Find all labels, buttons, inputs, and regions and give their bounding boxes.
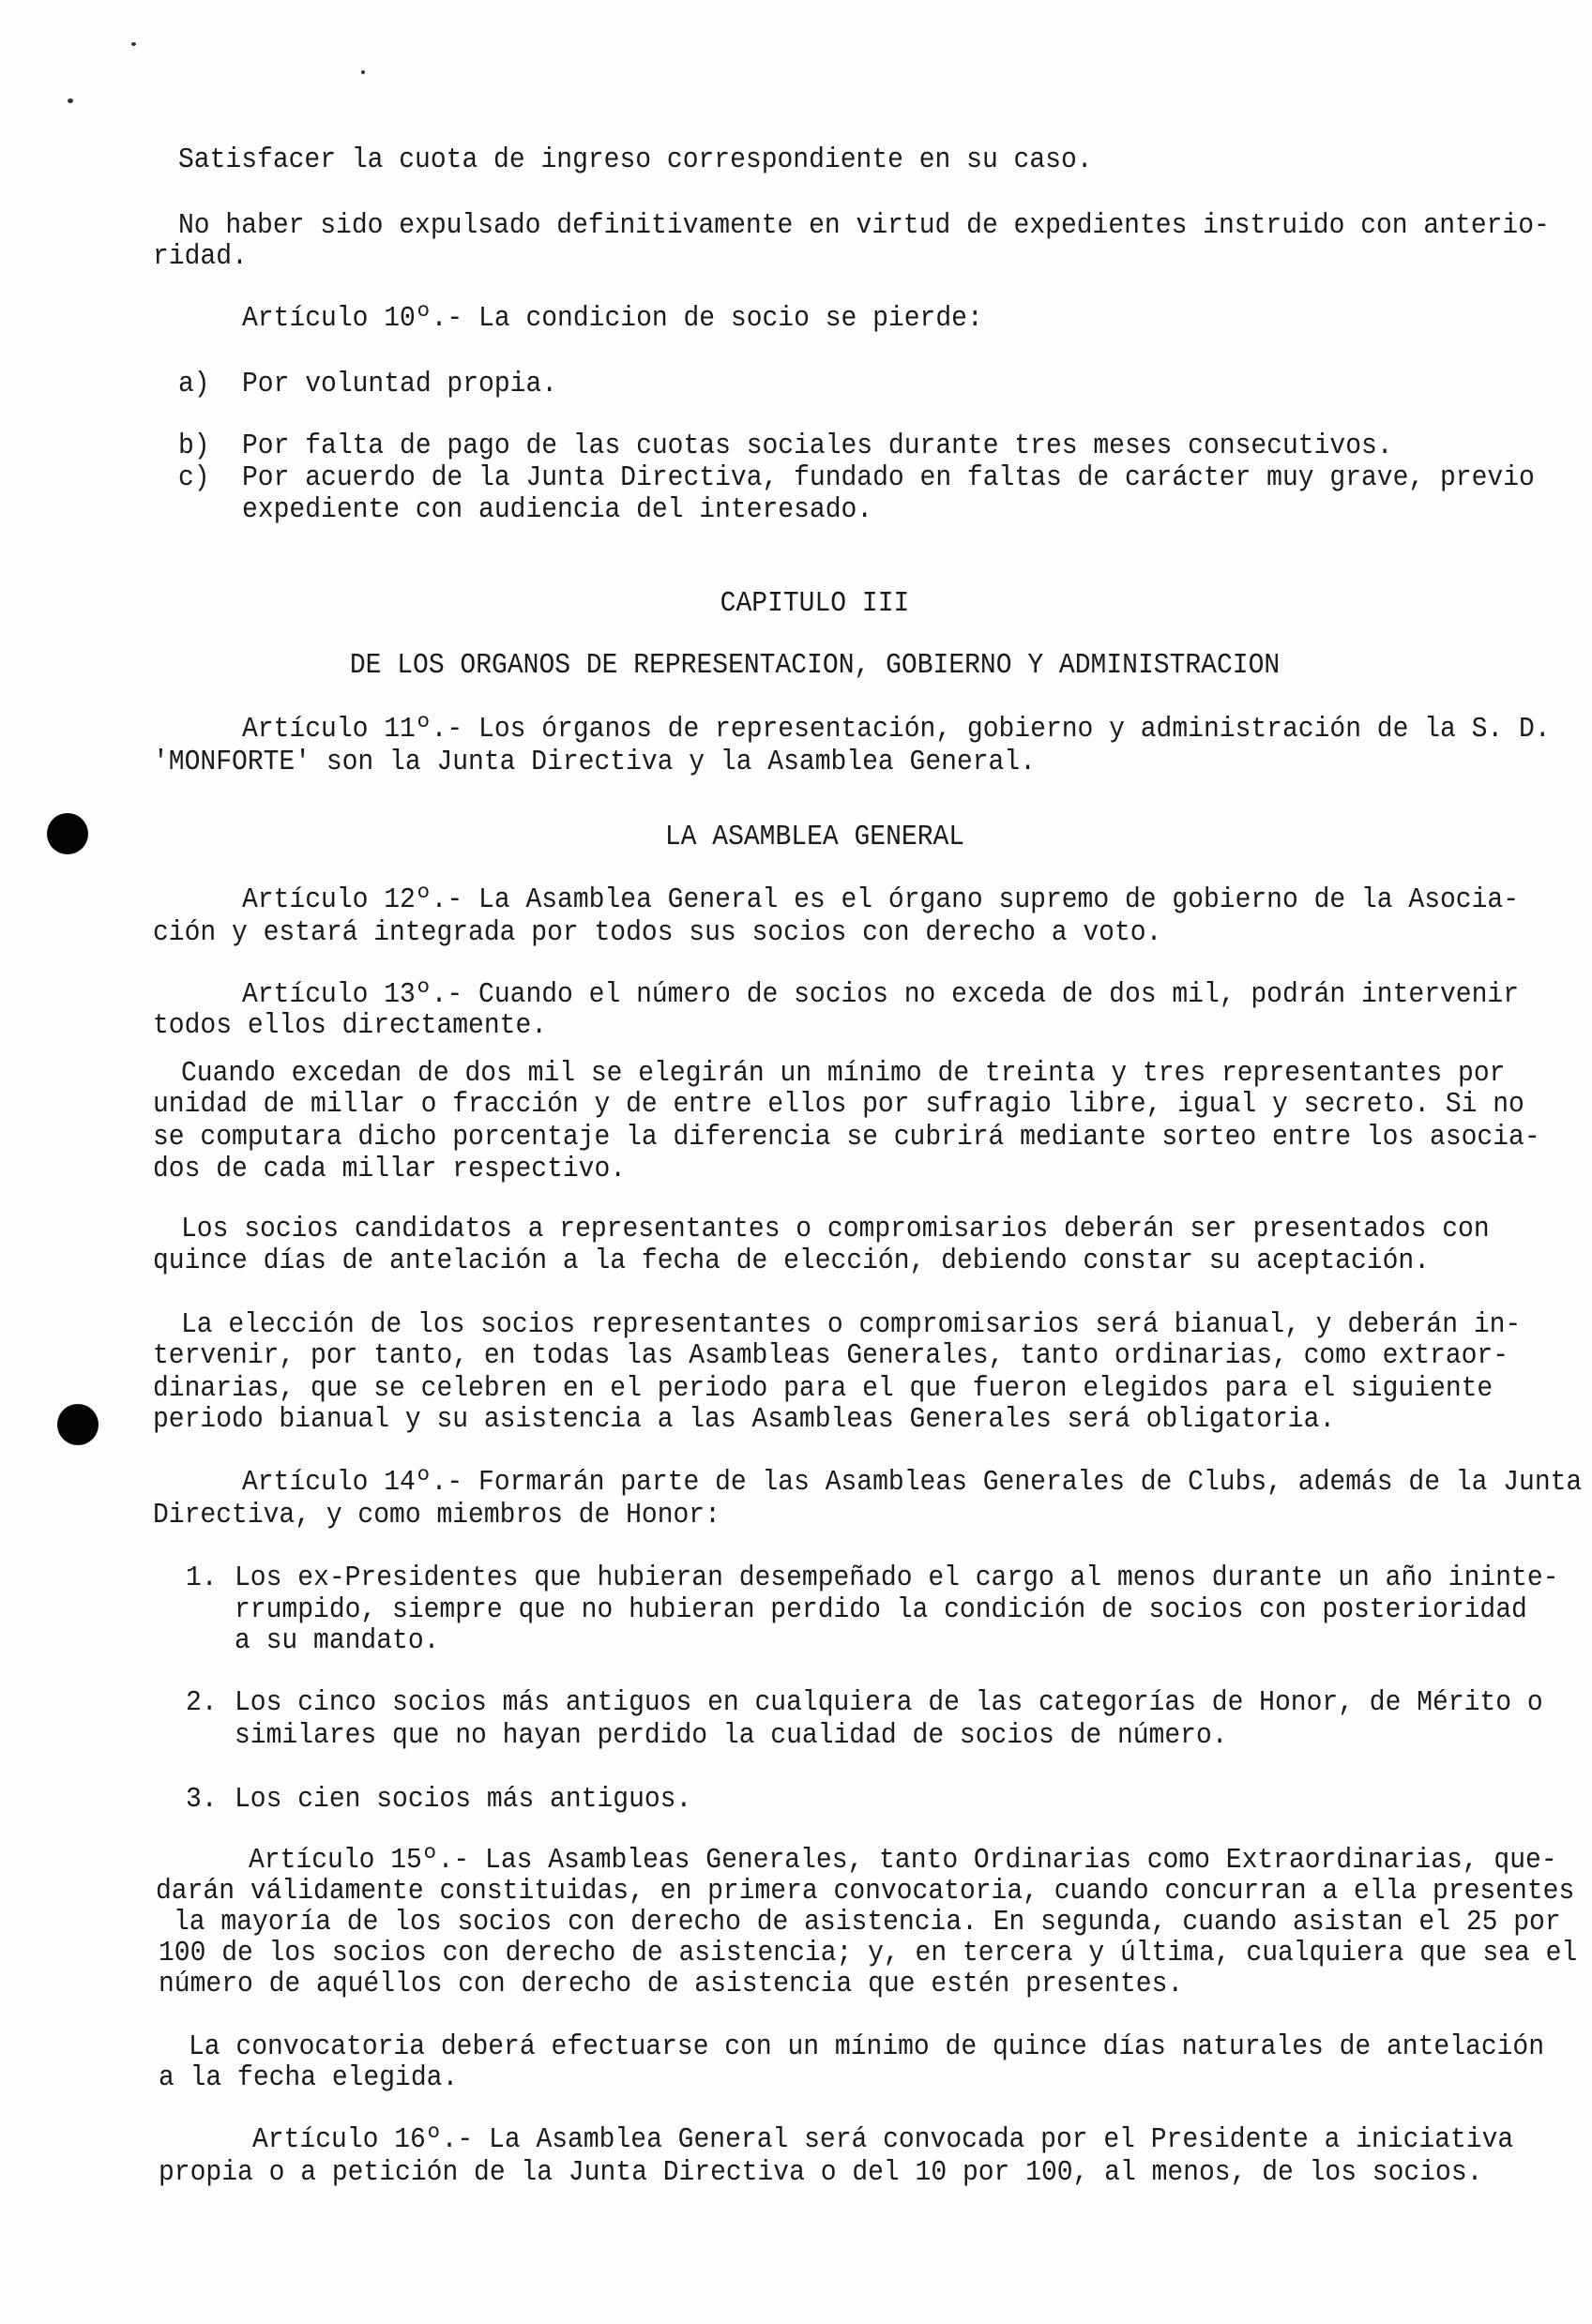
paragraph-line: Satisfacer la cuota de ingreso correspondiente en su caso. bbox=[178, 144, 1093, 176]
list-item-line: Los cien socios más antiguos. bbox=[235, 1784, 692, 1816]
list-marker: a) bbox=[178, 369, 210, 400]
punch-hole bbox=[57, 1404, 99, 1445]
article-line: Artículo 12º.- La Asamblea General es el órgano supremo de gobierno de la Asocia- bbox=[242, 884, 1520, 916]
list-marker: 2. bbox=[186, 1687, 218, 1719]
article-line: Artículo 15º.- Las Asambleas Generales, tanto Ordinarias como Extraordinarias, que- bbox=[249, 1845, 1557, 1877]
article-line: 'MONFORTE' son la Junta Directiva y la Asamblea General. bbox=[153, 747, 1036, 778]
list-item-line: a su mandato. bbox=[235, 1625, 440, 1657]
speck bbox=[68, 98, 73, 103]
list-marker: 3. bbox=[186, 1784, 218, 1816]
paragraph-line: quince días de antelación a la fecha de elección, debiendo constar su aceptación. bbox=[153, 1245, 1431, 1277]
paragraph-line: dos de cada millar respectivo. bbox=[153, 1154, 627, 1185]
paragraph-line: ridad. bbox=[153, 241, 248, 273]
paragraph-line: unidad de millar o fracción y de entre ellos por sufragio libre, igual y secreto. Si no bbox=[153, 1089, 1524, 1121]
chapter-title: CAPITULO III bbox=[720, 588, 910, 620]
list-item-line: similares que no hayan perdido la cualidad de socios de número. bbox=[235, 1720, 1228, 1752]
list-marker: 1. bbox=[186, 1562, 218, 1594]
list-marker: b) bbox=[178, 430, 210, 462]
list-item-line: Por acuerdo de la Junta Directiva, fundado en faltas de carácter muy grave, previo bbox=[242, 462, 1535, 494]
article-line: Directiva, y como miembros de Honor: bbox=[153, 1500, 720, 1532]
list-item-line: rrumpido, siempre que no hubieran perdido la condición de socios con posterioridad bbox=[235, 1594, 1527, 1626]
list-item-line: Los cinco socios más antiguos en cualquiera de las categorías de Honor, de Mérito o bbox=[235, 1687, 1543, 1719]
list-item-line: expediente con audiencia del interesado. bbox=[242, 494, 873, 526]
article-line: Artículo 16º.- La Asamblea General será convocada por el Presidente a iniciativa bbox=[252, 2124, 1514, 2156]
paragraph-line: dinarias, que se celebren en el periodo para el que fueron elegidos para el siguiente bbox=[153, 1373, 1493, 1405]
chapter-subtitle: DE LOS ORGANOS DE REPRESENTACION, GOBIERNO Y ADMINISTRACION bbox=[349, 650, 1281, 682]
paragraph-line: La convocatoria deberá efectuarse con un mínimo de quince días naturales de antelación bbox=[189, 2031, 1545, 2063]
paragraph-line: tervenir, por tanto, en todas las Asambleas Generales, tanto ordinarias, como extraor- bbox=[153, 1340, 1509, 1372]
article-line: número de aquéllos con derecho de asistencia que estén presentes. bbox=[159, 1969, 1184, 2000]
article-line: Artículo 14º.- Formarán parte de las Asambleas Generales de Clubs, además de la Junta bbox=[242, 1467, 1583, 1499]
paragraph-line: La elección de los socios representantes o compromisarios será bianual, y deberán in- bbox=[181, 1309, 1522, 1341]
article-line: propia o a petición de la Junta Directiva o del 10 por 100, al menos, de los socios. bbox=[159, 2157, 1483, 2189]
article-line: darán válidamente constituidas, en primera convocatoria, cuando concurran a ella presentes bbox=[156, 1876, 1575, 1908]
article-line: Artículo 11º.- Los órganos de representación, gobierno y administración de la S. D. bbox=[242, 714, 1551, 746]
list-item-line: Los ex-Presidentes que hubieran desempeñado el cargo al menos durante un año ininte- bbox=[235, 1562, 1559, 1594]
paragraph-line: se computara dicho porcentaje la diferencia se cubrirá mediante sorteo entre los asocia- bbox=[153, 1122, 1540, 1154]
speck bbox=[361, 70, 365, 74]
paragraph-line: a la fecha elegida. bbox=[159, 2062, 459, 2094]
speck bbox=[131, 42, 136, 46]
paragraph-line: Cuando excedan de dos mil se elegirán un mínimo de treinta y tres representantes por bbox=[181, 1058, 1506, 1090]
article-line: todos ellos directamente. bbox=[153, 1010, 548, 1042]
list-item-line: Por falta de pago de las cuotas sociales durante tres meses consecutivos. bbox=[242, 430, 1393, 462]
article-line: la mayoría de los socios con derecho de asistencia. En segunda, cuando asistan el 25 por bbox=[174, 1907, 1561, 1939]
article-line: Artículo 13º.- Cuando el número de socios no exceda de dos mil, podrán intervenir bbox=[242, 979, 1520, 1011]
section-title: LA ASAMBLEA GENERAL bbox=[664, 822, 965, 853]
article-line: ción y estará integrada por todos sus socios con derecho a voto. bbox=[153, 917, 1162, 949]
list-item-line: Por voluntad propia. bbox=[242, 369, 558, 400]
article-heading-line: Artículo 10º.- La condicion de socio se pierde: bbox=[242, 303, 983, 335]
paragraph-line: periodo bianual y su asistencia a las Asambleas Generales será obligatoria. bbox=[153, 1404, 1336, 1436]
paragraph-line: Los socios candidatos a representantes o compromisarios deberán ser presentados con bbox=[181, 1214, 1490, 1245]
article-line: 100 de los socios con derecho de asistencia; y, en tercera y última, cualquiera que sea el bbox=[159, 1938, 1578, 1969]
list-marker: c) bbox=[178, 462, 210, 494]
paragraph-line: No haber sido expulsado definitivamente en virtud de expedientes instruido con anterio- bbox=[178, 210, 1550, 242]
